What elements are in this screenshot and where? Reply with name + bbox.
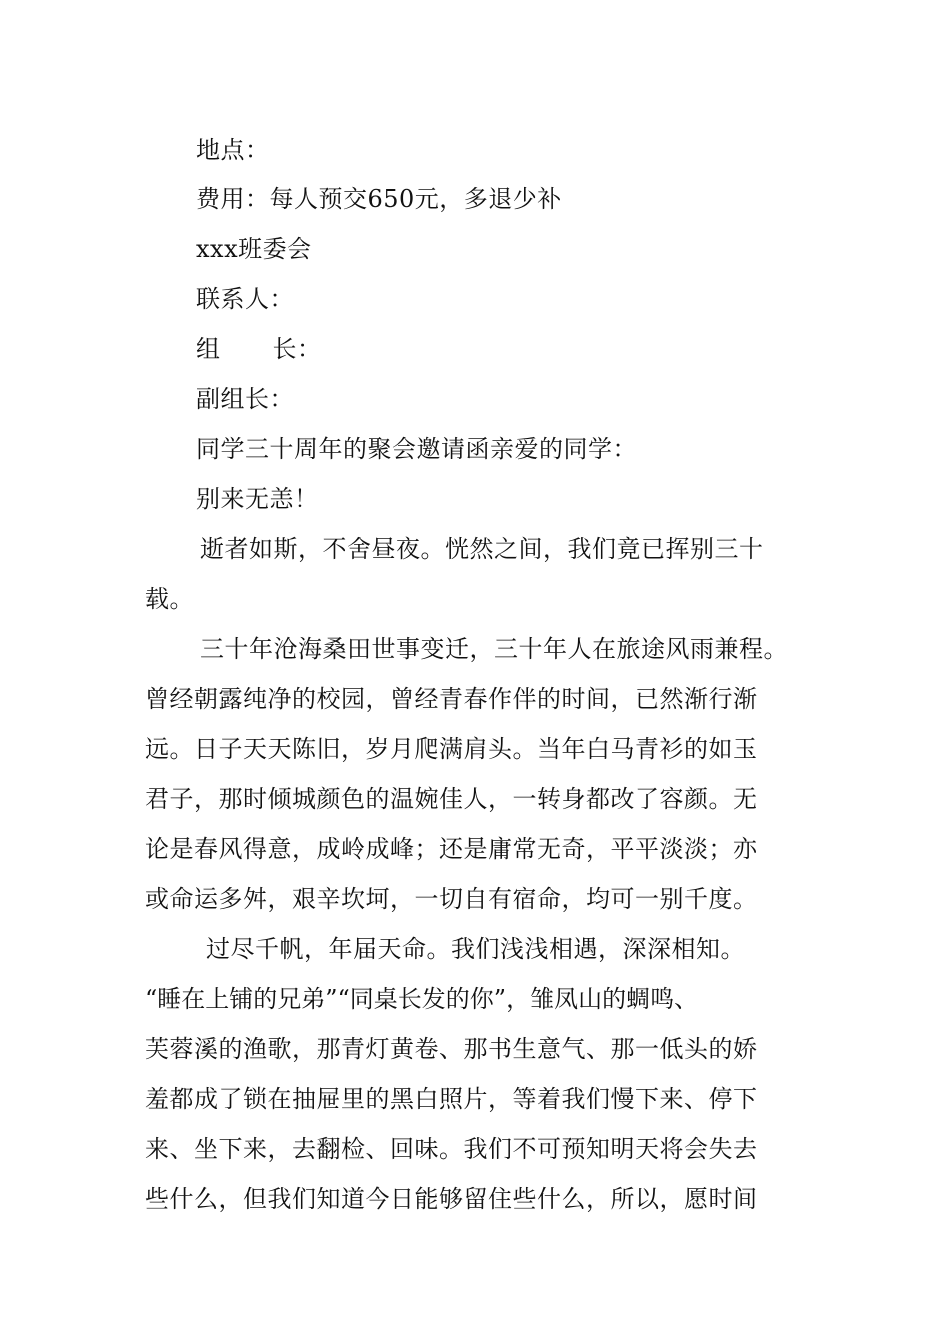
paragraph2-line3: 远。日子天天陈旧，岁月爬满肩头。当年白马青衫的如玉 xyxy=(145,735,758,763)
contact-person-line: 联系人： xyxy=(196,285,294,313)
deputy-leader-line: 副组长： xyxy=(196,385,294,413)
paragraph3-line1: 过尽千帆，年届天命。我们浅浅相遇，深深相知。 xyxy=(206,935,745,963)
group-leader-char-2: 长： xyxy=(272,335,322,363)
paragraph3-line2: “睡在上铺的兄弟”“同桌长发的你”，雏凤山的蜩鸣、 xyxy=(145,985,699,1013)
paragraph2-line4: 君子，那时倾城颜色的温婉佳人，一转身都改了容颜。无 xyxy=(145,785,758,813)
paragraph3-line5: 来、坐下来，去翻检、回味。我们不可预知明天将会失去 xyxy=(145,1135,758,1163)
invitation-title-line: 同学三十周年的聚会邀请函亲爱的同学： xyxy=(196,435,637,463)
paragraph3-line6: 些什么，但我们知道今日能够留住些什么，所以，愿时间 xyxy=(145,1185,758,1213)
paragraph3-line4: 羞都成了锁在抽屉里的黑白照片，等着我们慢下来、停下 xyxy=(145,1085,758,1113)
class-committee-line: xxx班委会 xyxy=(196,235,312,263)
location-line: 地点： xyxy=(196,136,270,164)
paragraph2-line6: 或命运多舛，艰辛坎坷，一切自有宿命，均可一别千度。 xyxy=(145,885,758,913)
paragraph2-line1: 三十年沧海桑田世事变迁，三十年人在旅途风雨兼程。 xyxy=(200,635,788,663)
paragraph2-line5: 论是春风得意，成岭成峰；还是庸常无奇，平平淡淡；亦 xyxy=(145,835,758,863)
paragraph1-line2: 载。 xyxy=(145,585,194,613)
fee-line: 费用：每人预交650元，多退少补 xyxy=(196,185,562,213)
greeting-line: 别来无恙！ xyxy=(196,485,319,513)
paragraph3-line3: 芙蓉溪的渔歌，那青灯黄卷、那书生意气、那一低头的娇 xyxy=(145,1035,758,1063)
group-leader-line xyxy=(196,333,322,365)
group-leader-char-1: 组 xyxy=(196,335,221,363)
paragraph2-line2: 曾经朝露纯净的校园，曾经青春作伴的时间，已然渐行渐 xyxy=(145,685,758,713)
paragraph1-line1: 逝者如斯，不舍昼夜。恍然之间，我们竟已挥别三十 xyxy=(200,535,764,563)
